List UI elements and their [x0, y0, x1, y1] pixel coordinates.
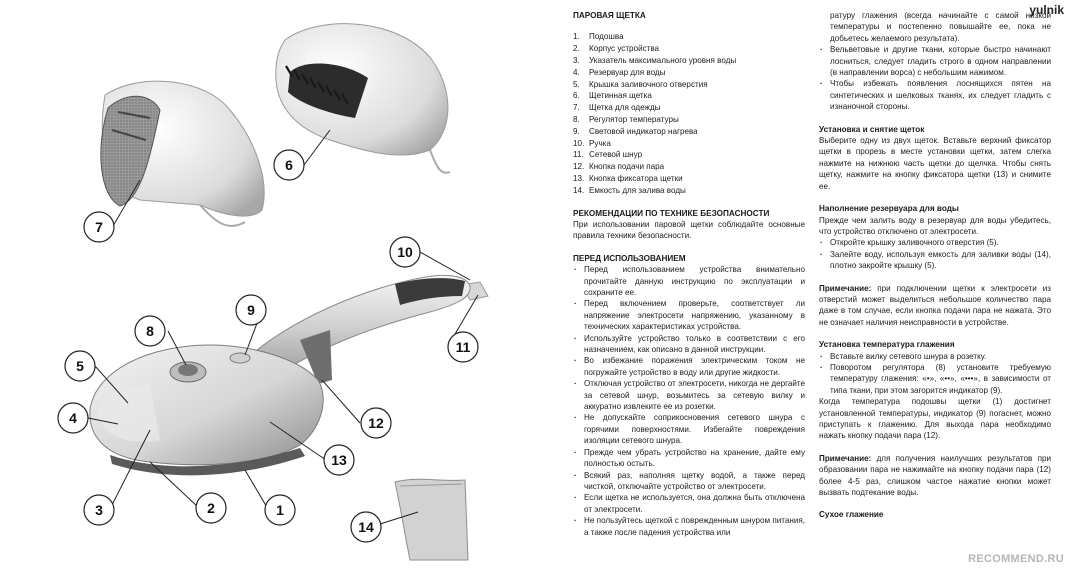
- part-item: [573, 161, 805, 173]
- before-use-list: [573, 264, 805, 538]
- note-body: для получения наилучших результатов при образовании пара не нажимайте на кнопку подачи пара (12) более 4-5 раз, слишком частое нажатие кнопки может вызвать подтекание воды.: [819, 453, 1051, 498]
- list-item: · Не допускайте соприкосновения сетевого шнура с горячими поверхностями. Избегайте повреждения изоляции сетевого шнура.: [573, 412, 805, 446]
- callout-6: [274, 150, 304, 180]
- section-title-temperature: Установка температура глажения: [819, 340, 955, 350]
- list-item: · Чтобы избежать появления лоснящихся пятен на синтетических и шелковых тканях, их следует гладить с изнаночной стороны.: [819, 78, 1051, 112]
- part-label: Кнопка фиксатора щетки: [589, 173, 683, 183]
- svg-text:5: 5: [76, 358, 84, 374]
- part-label: Световой индикатор нагрева: [589, 126, 698, 136]
- section-title-before-use: ПЕРЕД ИСПОЛЬЗОВАНИЕМ: [573, 253, 686, 263]
- part-label: Щетка для одежды: [589, 103, 661, 113]
- section-title-fill-tank: Наполнение резервуара для воды: [819, 204, 959, 214]
- part-label: Емкость для залива воды: [589, 185, 686, 195]
- part-number: 1.: [573, 32, 580, 42]
- callout-5: [65, 351, 95, 381]
- note-label: Примечание:: [819, 283, 872, 293]
- list-item: · Всякий раз, наполняя щетку водой, а также перед чисткой, отключайте устройство от электросети.: [573, 470, 805, 493]
- svg-text:8: 8: [146, 323, 154, 339]
- part-label: Сетевой шнур: [589, 150, 643, 160]
- install-text: Выберите одну из двух щеток. Вставьте верхний фиксатор щетки в прорезь в месте установки щетки, затем слегка нажмите на нижнюю часть щетки до щелчка. Чтобы снять щетку, нажмите на кнопку фиксатора щетки (13) и снимите ее.: [819, 136, 1051, 191]
- callout-12: [361, 408, 391, 438]
- callout-11: [448, 332, 478, 362]
- part-label: Указатель максимального уровня воды: [589, 56, 737, 65]
- svg-text:4: 4: [69, 410, 77, 426]
- part-item: [573, 67, 805, 79]
- list-item: · Поворотом регулятора (8) установите требуемую температуру глажения: «•», «••», «•••», в зависимости от типа ткани, при этом загорится индикатор (9).: [819, 362, 1051, 396]
- callout-3: [84, 495, 114, 525]
- svg-text:13: 13: [331, 452, 347, 468]
- callout-8: [135, 316, 165, 346]
- list-item: · Перед включением проверьте, соответствует ли напряжение электросети напряжению, указанному в технических характеристиках устройства.: [573, 298, 805, 332]
- part-item: [573, 31, 805, 43]
- bristle-brush-drawing: [276, 24, 450, 173]
- part-number: 2.: [573, 44, 580, 54]
- part-item: [573, 126, 805, 138]
- list-item: · Вельветовые и другие ткани, которые быстро начинают лосниться, следует гладить строго в одном направлении (в направлении ворса) с небольшим нажимом.: [819, 44, 1051, 78]
- part-number: 4.: [573, 67, 580, 77]
- svg-text:6: 6: [285, 157, 293, 173]
- part-item: [573, 79, 805, 91]
- note-body: при подключении щетки к электросети из отверстий может выделиться небольшое количество пара даже в том случае, если кнопка подачи пара не нажата. Это не означает наличия неисправности в устройстве.: [819, 283, 1051, 327]
- svg-text:1: 1: [276, 502, 284, 518]
- part-number: 10.: [573, 138, 585, 148]
- callout-14: [351, 512, 381, 542]
- list-item: · Откройте крышку заливочного отверстия (5).: [819, 237, 1051, 248]
- part-item: [573, 185, 805, 197]
- steam-brush-drawing: [90, 275, 488, 475]
- safety-text: При использовании паровой щетки соблюдайте основные правила техники безопасности.: [573, 219, 805, 241]
- parts-list: [573, 31, 805, 196]
- svg-text:9: 9: [247, 302, 255, 318]
- fill-list: [819, 237, 1051, 271]
- part-number: 11.: [573, 150, 584, 160]
- section-title-steam-brush: ПАРОВАЯ ЩЕТКА: [573, 11, 646, 20]
- list-item: · Во избежание поражения электрическим током не погружайте устройство в воду или другие жидкости.: [573, 355, 805, 378]
- svg-text:11: 11: [455, 339, 471, 355]
- continued-list: [819, 44, 1051, 112]
- part-item: [573, 102, 805, 114]
- part-number: 5.: [573, 79, 580, 89]
- part-item: [573, 43, 805, 55]
- svg-text:10: 10: [397, 244, 413, 260]
- callout-7: [84, 212, 114, 242]
- part-number: 12.: [573, 162, 585, 172]
- username-watermark: yulnik: [1029, 3, 1064, 17]
- part-item: [573, 138, 805, 150]
- part-label: Подошва: [589, 32, 624, 42]
- callout-2: [196, 493, 226, 523]
- list-item: · Если щетка не используется, она должна быть отключена от электросети.: [573, 492, 805, 515]
- part-label: Щетинная щетка: [589, 91, 652, 101]
- svg-text:7: 7: [95, 219, 103, 235]
- part-number: 9.: [573, 126, 580, 136]
- water-cup-drawing: [395, 479, 468, 560]
- note-pressing: [819, 453, 1051, 499]
- part-number: 13.: [573, 173, 585, 183]
- part-item: [573, 149, 805, 161]
- part-number: 7.: [573, 103, 580, 113]
- part-number: 6.: [573, 91, 580, 101]
- site-watermark: RECOMMEND.RU: [968, 553, 1064, 565]
- section-title-install-brushes: Установка и снятие щеток: [819, 124, 925, 134]
- temperature-list: [819, 351, 1051, 397]
- part-label: Крышка заливочного отверстия: [589, 79, 708, 89]
- callout-9: [236, 295, 266, 325]
- temperature-text: Когда температура подошвы щетки (1) достигнет установленной температуры, индикатор (9) погаснет, можно приступать к глажению. Для выхода пара необходимо нажать кнопку подачи пара (12).: [819, 397, 1051, 441]
- note-label: Примечание:: [819, 453, 872, 463]
- part-number: 14.: [573, 185, 585, 195]
- part-label: Резервуар для воды: [589, 67, 666, 77]
- part-label: Ручка: [589, 138, 611, 148]
- section-title-safety: РЕКОМЕНДАЦИИ ПО ТЕХНИКЕ БЕЗОПАСНОСТИ: [573, 208, 770, 218]
- fill-text: Прежде чем залить воду в резервуар для воды убедитесь, что устройство отключено от электросети.: [819, 215, 1051, 236]
- list-item: · Не пользуйтесь щеткой с поврежденным шнуром питания, а также после падения устройства или: [573, 515, 805, 538]
- callout-1: [265, 495, 295, 525]
- part-number: 3.: [573, 56, 580, 65]
- callout-13: [324, 445, 354, 475]
- part-item: [573, 90, 805, 102]
- svg-text:3: 3: [95, 502, 103, 518]
- part-item: [573, 55, 805, 67]
- part-label: Кнопка подачи пара: [589, 162, 665, 172]
- callout-4: [58, 403, 88, 433]
- svg-text:14: 14: [358, 519, 374, 535]
- list-item: · Прежде чем убрать устройство на хранение, дайте ему полностью остыть.: [573, 447, 805, 470]
- list-item: · Отключая устройство от электросети, никогда не дергайте за сетевой шнур, возьмитесь за сетевую вилку и аккуратно извлеките ее из розетки.: [573, 378, 805, 412]
- instructions-column-2: [819, 10, 1051, 521]
- note-steam: [819, 283, 1051, 329]
- list-item: · Вставьте вилку сетевого шнура в розетку.: [819, 351, 1051, 362]
- list-item: · Перед использованием устройства внимательно прочитайте данную инструкцию по эксплуатации и сохраните ее.: [573, 264, 805, 298]
- svg-text:2: 2: [207, 500, 215, 516]
- instructions-column-1: [573, 10, 805, 538]
- continued-text: ратуру глажения (всегда начинайте с самой низкой температуры и постепенно повышайте ее, пока не добьетесь желаемого результата).: [830, 11, 1051, 43]
- part-item: [573, 114, 805, 126]
- part-label: Регулятор температуры: [589, 114, 679, 124]
- part-item: [573, 173, 805, 185]
- part-number: 8.: [573, 114, 580, 124]
- list-item: · Залейте воду, используя емкость для заливки воды (14), плотно закройте крышку (5).: [819, 249, 1051, 272]
- svg-text:12: 12: [368, 415, 384, 431]
- part-label: Корпус устройства: [589, 44, 660, 54]
- section-title-dry-ironing: Сухое глажение: [819, 510, 884, 520]
- callout-10: [390, 237, 420, 267]
- list-item: · Используйте устройство только в соответствии с его назначением, как описано в данной инструкции.: [573, 333, 805, 356]
